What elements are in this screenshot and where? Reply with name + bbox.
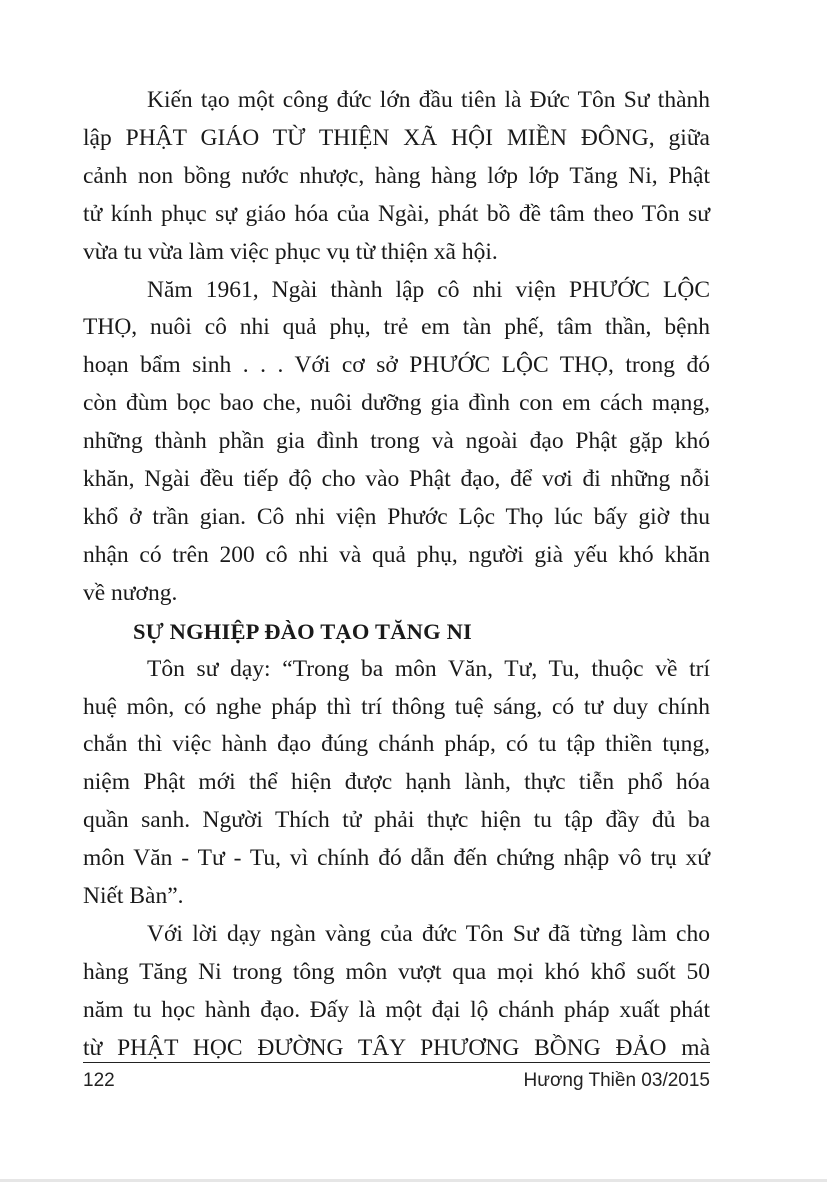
text-line: huệ môn, có nghe pháp thì trí thông tuệ sáng, có tư duy chính — [83, 693, 710, 720]
paragraph-teaching-quote — [83, 651, 710, 916]
journal-issue: Hương Thiền 03/2015 — [523, 1070, 710, 1091]
text-line: cảnh non bồng nước nhược, hàng hàng lớp lớp Tăng Ni, Phật — [83, 162, 710, 189]
text-line: chắn thì việc hành đạo đúng chánh pháp, có tu tập thiền tụng, — [83, 731, 710, 758]
text-line: hàng Tăng Ni trong tông môn vượt qua mọi khó khổ suốt 50 — [83, 958, 710, 985]
text-line: Tôn sư dạy: “Trong ba môn Văn, Tư, Tu, thuộc về trí — [147, 655, 710, 682]
text-line: lập PHẬT GIÁO TỪ THIỆN XÃ HỘI MIỀN ĐÔNG, giữa — [83, 124, 710, 151]
text-line: khăn, Ngài đều tiếp độ cho vào Phật đạo, để vơi đi những nỗi — [83, 466, 710, 493]
paragraph-orphanage — [83, 272, 710, 613]
section-heading: SỰ NGHIỆP ĐÀO TẠO TĂNG NI — [133, 618, 473, 644]
text-line: Kiến tạo một công đức lớn đầu tiên là Đức Tôn Sư thành — [147, 87, 710, 113]
text-line: năm tu học hành đạo. Đấy là một đại lộ chánh pháp xuất phát — [83, 996, 710, 1023]
footer-divider — [83, 1062, 710, 1063]
text-line: hoạn bẩm sinh . . . Với cơ sở PHƯỚC LỘC THỌ, trong đó — [83, 352, 710, 379]
text-line: nhận có trên 200 cô nhi và quả phụ, người già yếu khó khăn — [83, 541, 710, 568]
text-line: THỌ, nuôi cô nhi quả phụ, trẻ em tàn phế, tâm thần, bệnh — [83, 314, 710, 341]
page-number: 122 — [83, 1070, 115, 1091]
text-line: môn Văn - Tư - Tu, vì chính đó dẫn đến chứng nhập vô trụ xứ — [83, 845, 710, 872]
text-line: Năm 1961, Ngài thành lập cô nhi viện PHƯỚC LỘC — [147, 276, 710, 303]
page-body — [83, 82, 710, 1068]
text-line: niệm Phật mới thể hiện được hạnh lành, thực tiễn phổ hóa — [83, 769, 710, 796]
page-footer — [83, 1070, 710, 1100]
text-line: quần sanh. Người Thích tử phải thực hiện tu tập đầy đủ ba — [83, 807, 710, 834]
text-line: tử kính phục sự giáo hóa của Ngài, phát bồ đề tâm theo Tôn sư — [83, 200, 710, 227]
text-line: Niết Bàn”. — [83, 883, 184, 910]
text-line: về nương. — [83, 579, 178, 606]
text-line: vừa tu vừa làm việc phục vụ từ thiện xã hội. — [83, 238, 498, 265]
text-line: khổ ở trần gian. Cô nhi viện Phước Lộc Thọ lúc bấy giờ thu — [83, 503, 710, 530]
paragraph-charity-society — [83, 82, 710, 272]
paragraph-golden-words — [83, 916, 710, 1068]
text-line: Với lời dạy ngàn vàng của đức Tôn Sư đã từng làm cho — [147, 920, 710, 947]
text-line: còn đùm bọc bao che, nuôi dưỡng gia đình con em cách mạng, — [83, 390, 710, 417]
text-line: những thành phần gia đình trong và ngoài đạo Phật gặp khó — [83, 428, 710, 455]
text-line: từ PHẬT HỌC ĐƯỜNG TÂY PHƯƠNG BỒNG ĐẢO mà — [83, 1034, 710, 1061]
